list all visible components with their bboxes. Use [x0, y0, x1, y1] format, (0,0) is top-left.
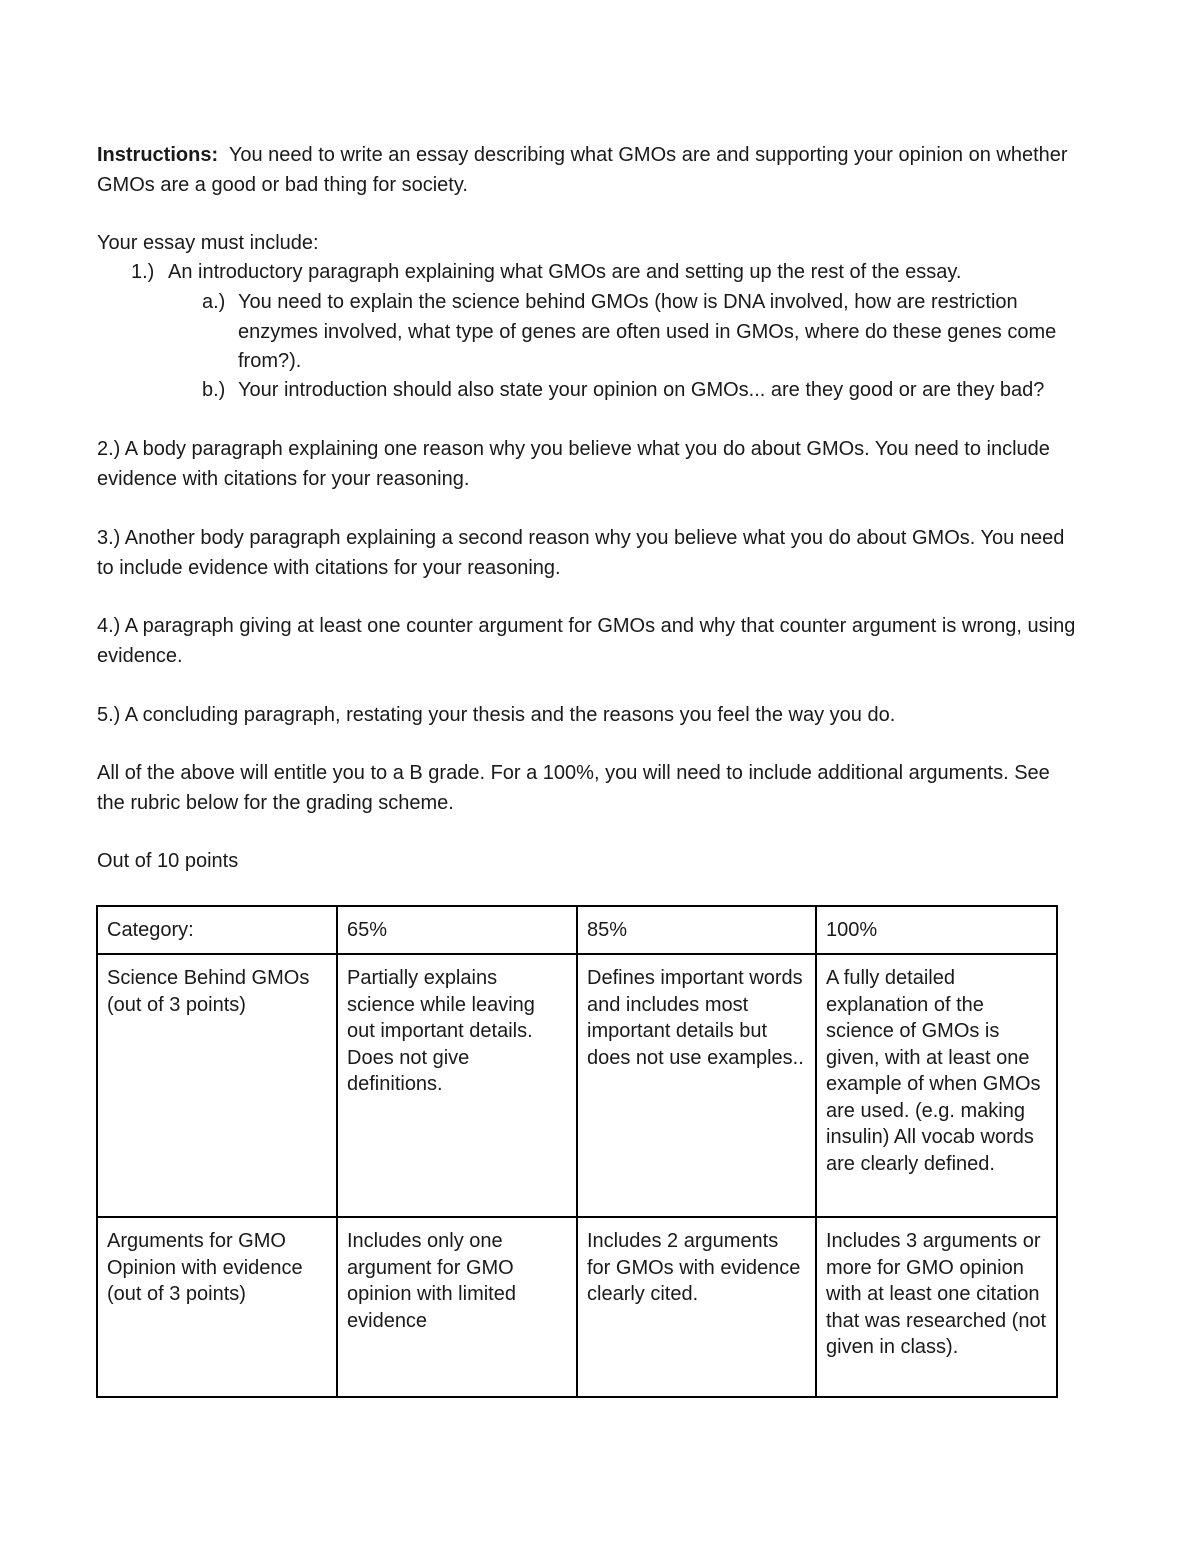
rubric-cell: Arguments for GMO Opinion with evidence (out of 3 points) [97, 1217, 337, 1397]
rubric-header-row [97, 906, 1057, 954]
points-note: Out of 10 points [97, 850, 239, 872]
sub-item-a-label: a.) [202, 291, 226, 313]
rubric-cell: Partially explains science while leaving out important details. Does not give definitions. [337, 954, 577, 1217]
list-item-3: 3.) Another body paragraph explaining a second reason why you believe what you do about GMOs. You need to include evidence with citations for your reasoning. [97, 527, 1065, 579]
rubric-cell: Includes 2 arguments for GMOs with evidence clearly cited. [577, 1217, 816, 1397]
list-item-1 [131, 258, 1081, 288]
rubric-cell: Science Behind GMOs (out of 3 points) [97, 954, 337, 1217]
instructions-paragraph [97, 141, 1077, 200]
list-item-2: 2.) A body paragraph explaining one reason why you believe what you do about GMOs. You need to include evidence with citations for your reasoning. [97, 438, 1050, 490]
list-item-5: 5.) A concluding paragraph, restating your thesis and the reasons you feel the way you do. [97, 704, 896, 726]
rubric-row-science [97, 954, 1057, 1217]
rubric-cell: Includes 3 arguments or more for GMO opinion with at least one citation that was researched (not given in class). [816, 1217, 1057, 1397]
list-item-1-number: 1.) [131, 261, 155, 283]
rubric-header-100: 100% [816, 906, 1057, 954]
list-item-4: 4.) A paragraph giving at least one counter argument for GMOs and why that counter argument is wrong, using evidence. [97, 615, 1076, 667]
instructions-text: You need to write an essay describing what GMOs are and supporting your opinion on whether GMOs are a good or bad thing for society. [97, 144, 1074, 196]
list-item-1-text: An introductory paragraph explaining what GMOs are and setting up the rest of the essay. [168, 261, 962, 283]
rubric-row-arguments [97, 1217, 1057, 1397]
rubric-cell: A fully detailed explanation of the science of GMOs is given, with at least one example of when GMOs are used. (e.g. making insulin) All vocab words are clearly defined. [816, 954, 1057, 1217]
must-include-heading: Your essay must include: [97, 232, 319, 254]
rubric-header-85: 85% [577, 906, 816, 954]
sub-item-a-text: You need to explain the science behind GMOs (how is DNA involved, how are restriction enzymes involved, what type of genes are often used in GMOs, where do these genes come from?). [238, 291, 1057, 372]
rubric-cell: Includes only one argument for GMO opinion with limited evidence [337, 1217, 577, 1397]
sub-item-b [202, 376, 1072, 436]
grade-note: All of the above will entitle you to a B grade. For a 100%, you will need to include additional arguments. See the rubric below for the grading scheme. [97, 762, 1050, 814]
rubric-table [96, 905, 1058, 1398]
sub-item-b-text: Your introduction should also state your opinion on GMOs... are they good or are they bad? [238, 379, 1045, 401]
instructions-label: Instructions: [97, 144, 219, 166]
rubric-header-65: 65% [337, 906, 577, 954]
rubric-header-category: Category: [97, 906, 337, 954]
sub-item-a [202, 288, 1072, 377]
sub-item-b-label: b.) [202, 379, 226, 401]
rubric-cell: Defines important words and includes most important details but does not use examples.. [577, 954, 816, 1217]
